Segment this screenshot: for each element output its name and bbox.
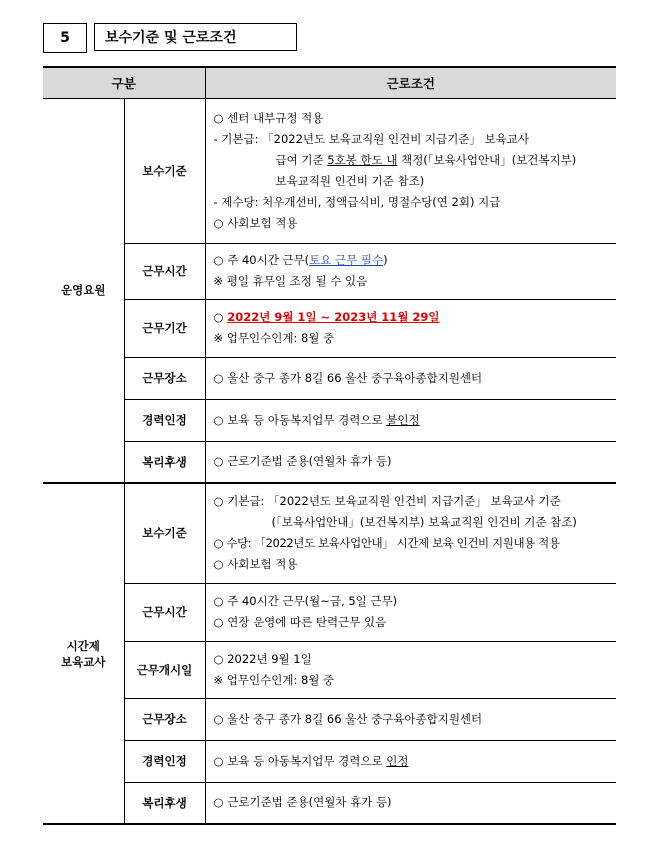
table-row (43, 782, 616, 824)
table-row (43, 698, 616, 740)
content-line: 보육교직원 인건비 기준 참조) (275, 173, 425, 188)
content-line: ※ 평일 휴무일 조정 될 수 있음 (213, 274, 368, 288)
row-label: 경력인정 (124, 740, 205, 782)
table-row (43, 641, 616, 698)
row-label: 보수기준 (124, 483, 205, 583)
text-span: ○ 주 40시간 근무( (213, 253, 310, 267)
text-span: ○ 보육 등 아동복지업무 경력으로 (213, 412, 387, 427)
content-line (214, 250, 609, 271)
section-number: 5 (43, 23, 87, 53)
group-label-operations: 운영요원 (43, 98, 124, 483)
table-row (43, 483, 616, 583)
content-line: ○ 기본급: 「2022년도 보육교직원 인건비 지급기준」 보육교사 기준 (213, 494, 561, 509)
row-content (205, 399, 616, 441)
table-row (43, 98, 616, 243)
content-line: ○ 연장 운영에 따른 탄력근무 있음 (213, 615, 387, 629)
content-line: ○ 2022년 9월 1일 (213, 651, 312, 666)
content-line: ○ 사회보험 적용 (213, 215, 298, 230)
underlined-text: 5호봉 한도 내 (327, 152, 398, 167)
group-label-line: 시간제 (66, 638, 100, 653)
conditions-table (43, 66, 616, 825)
work-period-dates: 2022년 9월 1일 ~ 2023년 11월 29일 (227, 310, 440, 324)
table-row (43, 399, 616, 441)
table-header-row (43, 67, 616, 98)
row-label: 근무시간 (124, 583, 205, 641)
group-label-parttime (43, 483, 124, 824)
table-row (43, 740, 616, 782)
content-line: ※ 업무인수인계: 8월 중 (213, 331, 335, 345)
row-label: 복리후생 (124, 782, 205, 824)
header-category: 구분 (43, 67, 205, 98)
content-line: ※ 업무인수인계: 8월 중 (213, 672, 335, 687)
row-label: 근무기간 (124, 299, 205, 357)
row-content (205, 357, 616, 399)
text-span: ○ (213, 310, 228, 324)
content-line: - 기본급: 「2022년도 보육교직원 인건비 지급기준」 보육교사 (213, 131, 530, 146)
table-row (43, 243, 616, 299)
row-label: 보수기준 (124, 98, 205, 243)
content-line: - 제수당: 처우개선비, 정액급식비, 명절수당(연 2회) 지급 (213, 194, 501, 209)
content-line: ○ 울산 중구 종가 8길 66 울산 중구육아종합지원센터 (213, 711, 483, 726)
table-row (43, 299, 616, 357)
table-row (43, 441, 616, 483)
group-label-line: 보육교사 (61, 654, 106, 669)
row-content (205, 740, 616, 782)
content-line: ○ 센터 내부규정 적용 (213, 110, 324, 125)
text-span: ) (383, 253, 388, 267)
row-content (205, 583, 616, 641)
row-content (205, 243, 616, 299)
content-line: ○ 사회보험 적용 (213, 557, 298, 572)
content-line: 급여 기준 5호봉 한도 내 책정(「보육사업안내」(보건복지부) (275, 152, 577, 167)
content-line: (「보육사업안내」(보건복지부) 보육교직원 인건비 기준 참조) (271, 515, 577, 530)
section-title: 보수기준 및 근로조건 (94, 23, 297, 51)
text-span: ○ 보육 등 아동복지업무 경력으로 (213, 753, 387, 768)
content-line (214, 410, 609, 431)
underlined-text: 인정 (386, 753, 409, 768)
content-line: ○ 근로기준법 준용(연월차 휴가 등) (213, 795, 392, 810)
row-content (205, 782, 616, 824)
content-line (214, 307, 609, 328)
row-label: 경력인정 (124, 399, 205, 441)
row-label: 근무장소 (124, 698, 205, 740)
row-content (205, 441, 616, 483)
row-content (205, 698, 616, 740)
table-row (43, 583, 616, 641)
saturday-work-link[interactable]: 토요 근무 필수 (309, 253, 384, 267)
content-line: ○ 근로기준법 준용(연월차 휴가 등) (213, 454, 392, 469)
row-label: 근무장소 (124, 357, 205, 399)
row-label: 근무개시일 (124, 641, 205, 698)
row-label: 근무시간 (124, 243, 205, 299)
content-line (214, 751, 609, 772)
content-line: ○ 수당: 「2022년도 보육사업안내」 시간제 보육 인건비 지원내용 적용 (213, 536, 560, 551)
content-line: ○ 주 40시간 근무(월~금, 5일 근무) (213, 594, 398, 608)
content-line: ○ 울산 중구 종가 8길 66 울산 중구육아종합지원센터 (213, 370, 483, 385)
row-content (205, 641, 616, 698)
row-content (205, 98, 616, 243)
underlined-text: 불인정 (386, 412, 420, 427)
row-content (205, 483, 616, 583)
section-header (43, 23, 297, 53)
row-label: 복리후생 (124, 441, 205, 483)
header-conditions: 근로조건 (205, 67, 616, 98)
row-content (205, 299, 616, 357)
table-row (43, 357, 616, 399)
